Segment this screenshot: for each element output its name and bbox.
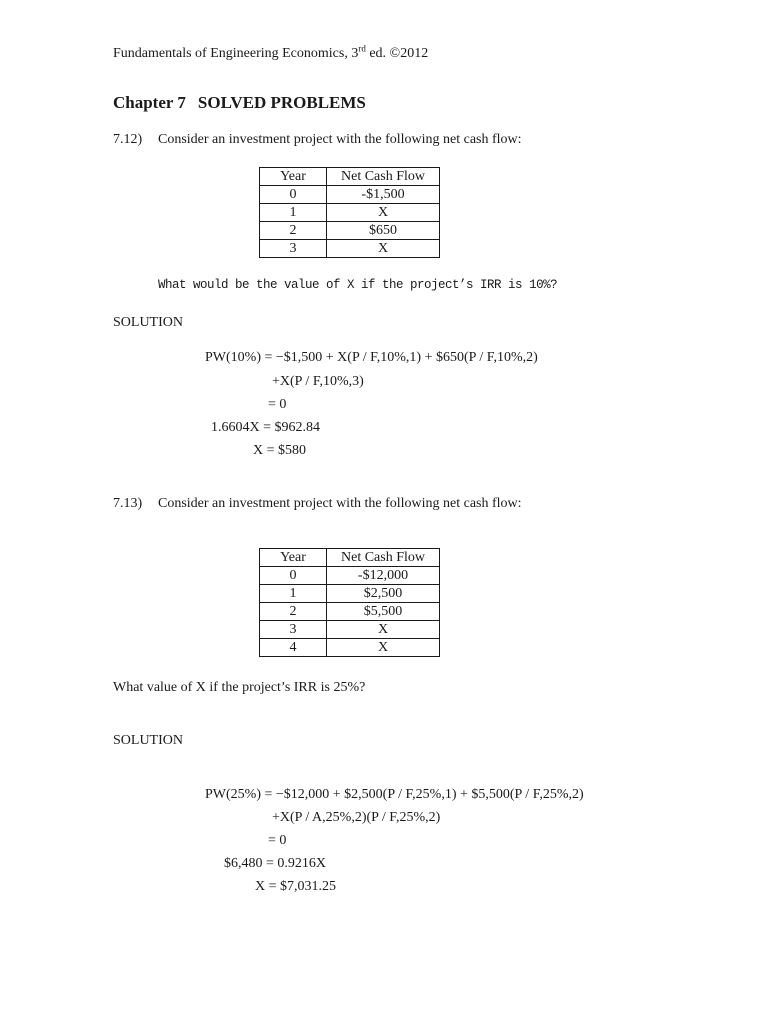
table-cell: -$1,500 <box>327 186 440 204</box>
table-cell: X <box>327 621 440 639</box>
table-cell: 0 <box>260 186 327 204</box>
table-header-row <box>260 549 440 567</box>
cash-flow-table-713 <box>259 548 440 657</box>
solution-label-712: SOLUTION <box>113 315 183 330</box>
table-row <box>260 621 440 639</box>
table-cell: X <box>327 204 440 222</box>
table-row <box>260 585 440 603</box>
table-cell: 2 <box>260 603 327 621</box>
problem-text: Consider an investment project with the following net cash flow: <box>158 496 522 511</box>
equation-line: PW(10%) = −$1,500 + X(P / F,10%,1) + $650(P / F,10%,2) <box>205 350 538 365</box>
problem-712-statement <box>113 132 522 148</box>
table-row <box>260 603 440 621</box>
cash-flow-table-712 <box>259 167 440 258</box>
header-year: Year <box>260 168 327 186</box>
table-cell: 0 <box>260 567 327 585</box>
equation-line: PW(25%) = −$12,000 + $2,500(P / F,25%,1) + $5,500(P / F,25%,2) <box>205 787 584 802</box>
header-superscript: rd <box>358 43 366 54</box>
header-net-cash-flow: Net Cash Flow <box>327 168 440 186</box>
table-cell: 1 <box>260 204 327 222</box>
table-header-row <box>260 168 440 186</box>
equation-line: = 0 <box>268 833 287 848</box>
table-cell: 3 <box>260 240 327 258</box>
table-row <box>260 639 440 657</box>
chapter-title: SOLVED PROBLEMS <box>197 93 366 112</box>
table-cell: $5,500 <box>327 603 440 621</box>
header-edition: ed. ©2012 <box>365 46 429 61</box>
document-header <box>113 43 429 62</box>
table-cell: 1 <box>260 585 327 603</box>
table-cell: X <box>327 639 440 657</box>
solution-label-713: SOLUTION <box>113 733 183 748</box>
problem-713-question: What value of X if the project’s IRR is 25%? <box>113 680 366 695</box>
table-cell: 4 <box>260 639 327 657</box>
table-row <box>260 567 440 585</box>
table-cell: X <box>327 240 440 258</box>
table-row <box>260 240 440 258</box>
table-row <box>260 186 440 204</box>
equation-line: = 0 <box>268 397 287 412</box>
problem-text: Consider an investment project with the following net cash flow: <box>158 132 522 147</box>
table-row <box>260 222 440 240</box>
header-year: Year <box>260 549 327 567</box>
table-cell: $650 <box>327 222 440 240</box>
table-cell: $2,500 <box>327 585 440 603</box>
header-net-cash-flow: Net Cash Flow <box>327 549 440 567</box>
equation-line: X = $7,031.25 <box>255 879 337 894</box>
problem-number: 7.12) <box>113 132 143 147</box>
table-cell: 2 <box>260 222 327 240</box>
table-row <box>260 204 440 222</box>
chapter-heading <box>113 93 366 113</box>
equation-line: +X(P / F,10%,3) <box>272 374 364 389</box>
chapter-label: Chapter 7 <box>113 93 186 112</box>
equation-line: 1.6604X = $962.84 <box>211 420 321 435</box>
table-cell: -$12,000 <box>327 567 440 585</box>
problem-713-statement <box>113 496 522 512</box>
problem-712-question: What would be the value of X if the project’s IRR is 10%? <box>158 278 558 292</box>
equation-line: +X(P / A,25%,2)(P / F,25%,2) <box>272 810 441 825</box>
problem-number: 7.13) <box>113 496 143 511</box>
table-cell: 3 <box>260 621 327 639</box>
equation-line: X = $580 <box>253 443 307 458</box>
header-text: Fundamentals of Engineering Economics, 3 <box>113 46 359 61</box>
equation-line: $6,480 = 0.9216X <box>224 856 327 871</box>
